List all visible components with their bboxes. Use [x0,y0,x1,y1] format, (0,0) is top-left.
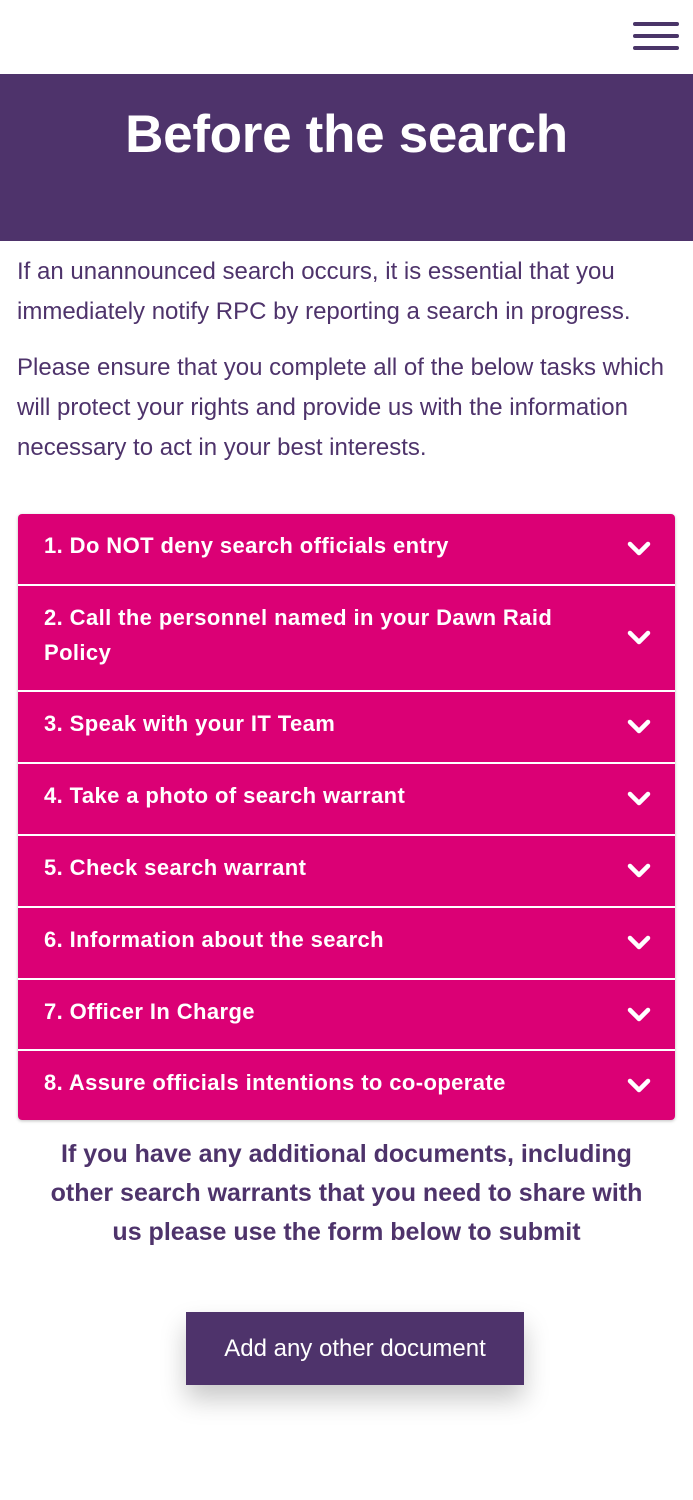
hamburger-menu-icon[interactable] [633,20,679,52]
chevron-down-icon [627,718,651,736]
accordion-item-label: 2. Call the personnel named in your Dawn Raid Policy [44,605,553,665]
accordion-item-officer-in-charge[interactable] [18,980,675,1051]
accordion-item-it-team[interactable] [18,692,675,764]
chevron-down-icon [627,1006,651,1024]
intro-text [17,252,679,484]
accordion-item-assure-officials[interactable] [18,1051,675,1120]
chevron-down-icon [627,934,651,952]
chevron-down-icon [627,540,651,558]
accordion-item-label: 1. Do NOT deny search officials entry [44,533,449,558]
accordion-item-call-personnel[interactable] [18,586,675,692]
add-document-button[interactable]: Add any other document [186,1312,524,1385]
accordion-item-label: 4. Take a photo of search warrant [44,783,406,808]
accordion-item-label: 3. Speak with your IT Team [44,711,336,736]
page-title: Before the search [125,105,568,164]
accordion-item-label: 6. Information about the search [44,927,385,952]
accordion-item-check-warrant[interactable] [18,836,675,908]
chevron-down-icon [627,862,651,880]
intro-paragraph-1: If an unannounced search occurs, it is essential that you immediately notify RPC by reporting a search in progress. [17,258,631,325]
chevron-down-icon [627,1077,651,1095]
hero-banner [0,74,693,241]
accordion-item-search-info[interactable] [18,908,675,980]
top-bar [0,0,693,74]
intro-paragraph-2: Please ensure that you complete all of the below tasks which will protect your rights and provide us with the information necessary to act in your best interests. [17,354,665,461]
accordion-item-deny-entry[interactable] [18,514,675,586]
chevron-down-icon [627,790,651,808]
task-accordion [18,514,675,1120]
chevron-down-icon [627,629,651,647]
additional-documents-note: If you have any additional documents, including other search warrants that you need to share with us please use the form below to submit [50,1140,643,1246]
accordion-item-label: 5. Check search warrant [44,855,307,880]
accordion-item-label: 8. Assure officials intentions to co-operate [44,1070,506,1095]
accordion-item-photo-warrant[interactable] [18,764,675,836]
accordion-item-label: 7. Officer In Charge [44,999,255,1024]
